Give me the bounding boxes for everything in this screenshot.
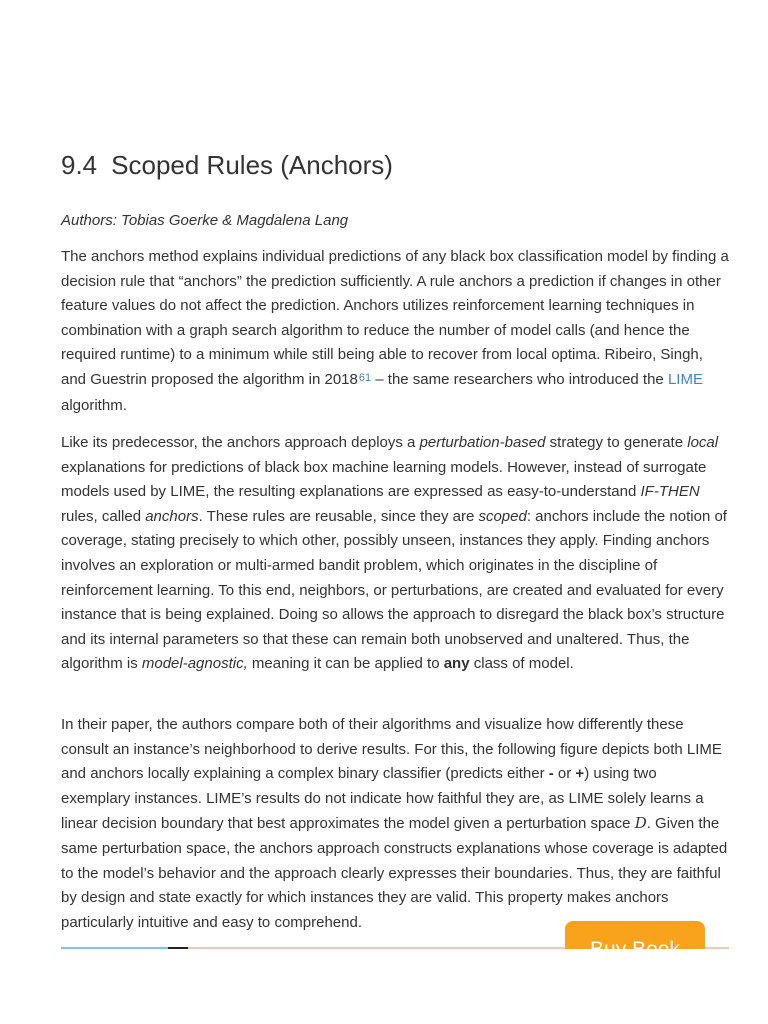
emphasis-text: scoped [478,507,527,525]
lime-link[interactable]: LIME [667,370,703,388]
text-run: The anchors method explains individual predictions of any black box classification model by finding a decision rule that “anchors” the prediction sufficiently. A rule anchors a prediction if changes in other feature values do not affect the prediction. Anchors utilizes reinforcement learning techniques in combination with a graph search algorithm to reduce the number of model calls (and hence the required runtime) to a minimum while still being able to recover from local optima. Ribeiro, Singh, and Guestrin proposed the algorithm in 2018 [61,248,729,388]
text-run: explanations for predictions of black box machine learning models. However, instead of surrogate models used by LIME, the resulting explanations are expressed as easy-to-understand [61,458,707,501]
footnote-link[interactable]: 61 [358,371,372,384]
bold-text: - [548,765,554,783]
authors-line: Authors: Tobias Goerke & Magdalena Lang [61,212,349,229]
section-title: Scoped Rules (Anchors) [111,150,393,180]
text-run: . These rules are reusable, since they are [198,507,479,525]
paragraph-approach [61,431,729,677]
text-run: – the same researchers who introduced the [371,370,668,388]
emphasis-text: anchors [145,507,199,525]
section-number: 9.4 [61,150,98,180]
math-symbol: D [634,814,647,833]
emphasis-text: IF-THEN [640,483,700,501]
text-run: : anchors include the notion of coverage, stating precisely to which other, possibly unseen, instances they apply. Finding anchors involves an exploration or multi-armed bandit problem, which originates in the discipline of reinforcement learning. To this end, neighbors, or perturbations, are created and evaluated for every instance that is being explained. Doing so allows the approach to disregard the black box’s structure and its internal parameters so that these can remain both unobserved and unaltered. Thus, the algorithm is [61,507,727,673]
emphasis-text: perturbation-based [419,434,546,451]
text-run: In their paper, the authors compare both of their algorithms and visualize how differently these consult an instance’s neighborhood to derive results. For this, the following figure depicts both LIME and anchors locally explaining a complex binary classifier (predicts either [61,716,722,783]
text-run: Like its predecessor, the anchors approach deploys a [61,434,420,451]
text-run: class of model. [469,655,574,673]
bold-text: + [575,765,585,783]
emphasis-text: model-agnostic, [141,655,248,673]
text-run: . Given the same perturbation space, the anchors approach constructs explanations whose coverage is adapted to the model’s behavior and the approach clearly expresses their boundaries. Thus, they are faithful by design and state exactly for which instances they are valid. This property makes anchors particularly intuitive and easy to comprehend. [61,815,728,931]
text-run: strategy to generate [545,434,688,451]
text-run: ) using two exemplary instances. LIME’s results do not indicate how faithful they are, as LIME solely learns a linear decision boundary that best approximates the model given a perturbation space [61,765,704,833]
paragraph-comparison [61,713,729,935]
text-run: algorithm. [61,396,127,414]
paragraph-intro [61,245,729,418]
text-run: meaning it can be applied to [247,655,444,673]
buy-book-button[interactable] [565,921,705,949]
section-heading [61,150,393,181]
bold-text: any [443,655,470,673]
emphasis-text: local [687,434,719,451]
text-run: or [553,765,576,783]
text-run: rules, called [61,507,146,525]
